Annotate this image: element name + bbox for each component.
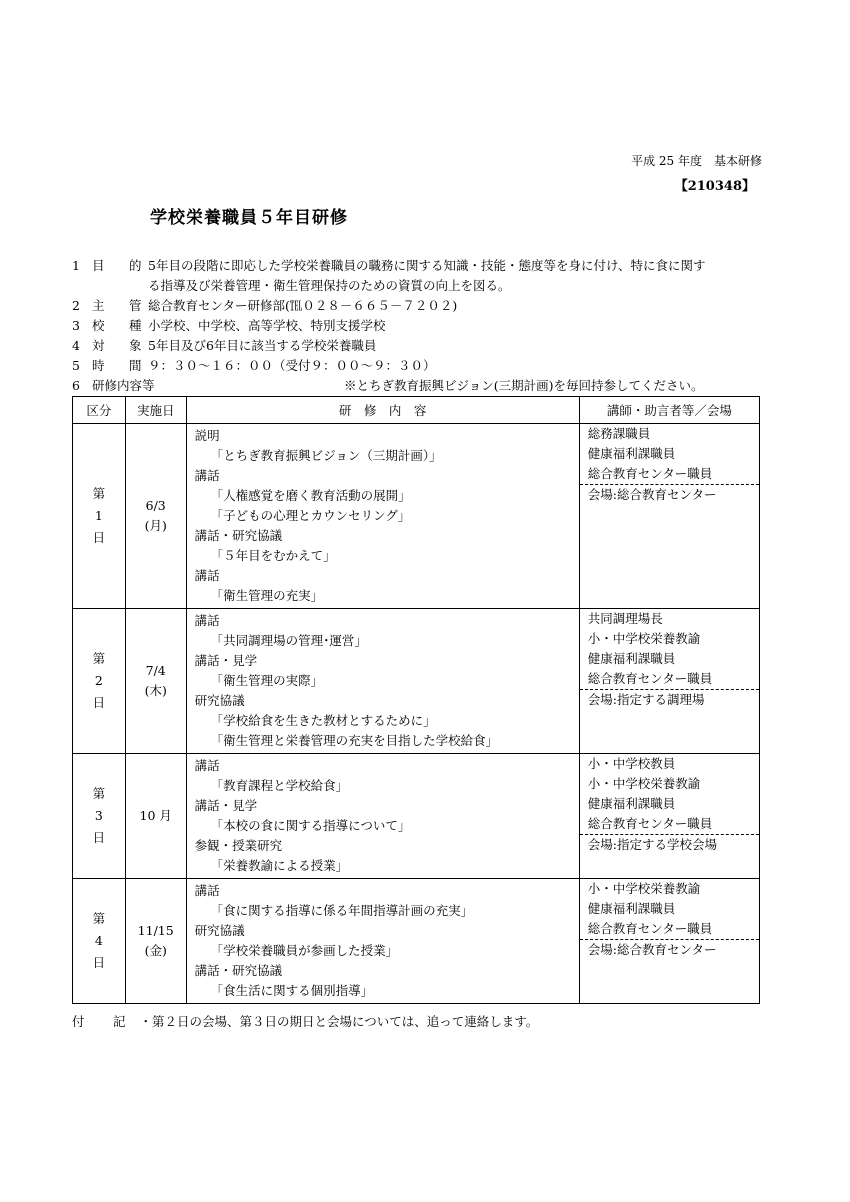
info-number: 2 xyxy=(72,298,80,313)
lecturer: 小・中学校栄養教諭 xyxy=(587,881,701,896)
info-number: 5 xyxy=(72,358,80,373)
venue: 会場:総合教育センター xyxy=(580,484,759,505)
day-date xyxy=(125,609,186,754)
table-header-row xyxy=(73,397,760,424)
header-lecturers: 講師・助言者等／会場 xyxy=(579,397,759,424)
info-label: 時 間 xyxy=(92,358,148,373)
day-category-char: 3 xyxy=(94,808,103,823)
session-topic: 「人権感覚を磨く教育活動の展開」 xyxy=(210,488,411,503)
day-category-char: 1 xyxy=(94,508,103,523)
session-topic: 「学校給食を生きた教材とするために」 xyxy=(210,713,436,728)
info-label: 目 的 xyxy=(92,258,148,273)
lecturer: 総合教育センター職員 xyxy=(587,921,713,936)
session-type: 講話 xyxy=(194,613,220,628)
session-type: 講話・研究協議 xyxy=(194,963,283,978)
session-type: 参観・授業研究 xyxy=(194,838,283,853)
lecturer: 健康福利課職員 xyxy=(587,901,676,916)
info-value: 小学校、中学校、高等学校、特別支援学校 xyxy=(148,318,386,333)
lecturer: 小・中学校教員 xyxy=(587,756,676,771)
fiscal-year-label: 平成 25 年度 基本研修 xyxy=(631,154,762,168)
info-value: 5年目の段階に即応した学校栄養職員の職務に関する知識・技能・態度等を身に付け、特に食に関す xyxy=(148,258,706,273)
session-type: 講話 xyxy=(194,883,220,898)
date-text: 11/15 xyxy=(137,923,174,938)
date-text: (木) xyxy=(144,683,167,698)
session-topic: 「衛生管理と栄養管理の充実を目指した学校給食」 xyxy=(210,733,499,748)
session-type: 講話 xyxy=(194,758,220,773)
lecturer: 総合教育センター職員 xyxy=(587,816,713,831)
session-topic: 「学校栄養職員が参画した授業」 xyxy=(210,943,399,958)
session-type: 講話・見学 xyxy=(194,798,258,813)
info-value: 総合教育センター研修部(℡０２８－６６５－７２０２) xyxy=(148,298,458,313)
document-title: 学校栄養職員５年目研修 xyxy=(150,208,348,228)
header-category: 区分 xyxy=(73,397,126,424)
venue: 会場:総合教育センター xyxy=(580,939,759,960)
lecturer: 小・中学校栄養教諭 xyxy=(587,776,701,791)
session-topic: 「食に関する指導に係る年間指導計画の充実」 xyxy=(210,903,474,918)
day-category-char: 2 xyxy=(94,673,103,688)
session-type: 研究協議 xyxy=(194,923,245,938)
day-date xyxy=(125,424,186,609)
session-topic: 「本校の食に関する指導について」 xyxy=(210,818,411,833)
day-category xyxy=(73,879,126,1004)
lecturers-venue xyxy=(579,609,759,754)
session-type: 講話 xyxy=(194,468,220,483)
info-organizer xyxy=(72,296,772,316)
info-label: 校 種 xyxy=(92,318,148,333)
info-number: 4 xyxy=(72,338,80,353)
info-school-types xyxy=(72,316,772,336)
session-type: 説明 xyxy=(194,428,220,443)
training-content xyxy=(186,424,579,609)
day-category-char: 第 xyxy=(92,786,106,801)
footnote xyxy=(72,1012,538,1030)
session-topic: 「食生活に関する個別指導」 xyxy=(210,983,374,998)
day-category-char: 日 xyxy=(92,530,106,545)
training-content xyxy=(186,879,579,1004)
lecturer: 総務課職員 xyxy=(587,426,651,441)
lecturers-venue xyxy=(579,754,759,879)
bring-vision-note: ※とちぎ教育振興ビジョン(三期計画)を毎回持参してください。 xyxy=(344,378,704,393)
venue: 会場:指定する調理場 xyxy=(580,689,759,710)
session-type: 研究協議 xyxy=(194,693,245,708)
schedule-table xyxy=(72,396,760,1004)
session-topic: 「子どもの心理とカウンセリング」 xyxy=(210,508,411,523)
info-value-continued: る指導及び栄養管理・衛生管理保持のための資質の向上を図る。 xyxy=(148,278,511,293)
table-row xyxy=(73,754,760,879)
session-topic: 「５年目をむかえて」 xyxy=(210,548,336,563)
header-date: 実施日 xyxy=(125,397,186,424)
day-date xyxy=(125,879,186,1004)
lecturer: 総合教育センター職員 xyxy=(587,466,713,481)
lecturer: 健康福利課職員 xyxy=(587,651,676,666)
day-category-char: 日 xyxy=(92,955,106,970)
day-category xyxy=(73,609,126,754)
lecturers-venue xyxy=(579,879,759,1004)
session-topic: 「栄養教諭による授業」 xyxy=(210,858,349,873)
info-number: 6 xyxy=(72,378,80,393)
lecturer: 共同調理場長 xyxy=(587,611,663,626)
training-code: 【210348】 xyxy=(674,179,755,194)
venue: 会場:指定する学校会場 xyxy=(580,834,759,855)
info-time xyxy=(72,356,772,376)
session-topic: 「とちぎ教育振興ビジョン（三期計画）」 xyxy=(210,448,442,463)
day-category-char: 第 xyxy=(92,651,106,666)
date-text: 7/4 xyxy=(145,663,166,678)
session-topic: 「衛生管理の充実」 xyxy=(210,588,324,603)
date-text: (金) xyxy=(144,943,167,958)
info-number: 3 xyxy=(72,318,80,333)
day-category-char: 第 xyxy=(92,486,106,501)
day-category-char: 第 xyxy=(92,911,106,926)
info-label: 研修内容等 xyxy=(92,378,155,393)
date-text: 10 月 xyxy=(139,808,172,823)
table-row xyxy=(73,424,760,609)
info-value: ９：３０～１６：００（受付９：００～９：３０） xyxy=(148,358,436,373)
training-content xyxy=(186,754,579,879)
day-category-char: 4 xyxy=(94,933,103,948)
session-type: 講話 xyxy=(194,568,220,583)
lecturer: 総合教育センター職員 xyxy=(587,671,713,686)
day-category-char: 日 xyxy=(92,830,106,845)
footnote-text: ・第２日の会場、第３日の期日と会場については、追って連絡します。 xyxy=(139,1014,539,1029)
session-topic: 「共同調理場の管理･運営」 xyxy=(210,633,367,648)
info-content-heading xyxy=(72,376,772,396)
lecturer: 健康福利課職員 xyxy=(587,796,676,811)
day-category-char: 日 xyxy=(92,695,106,710)
date-text: (月) xyxy=(144,518,167,533)
header-content: 研 修 内 容 xyxy=(186,397,579,424)
info-label: 主 管 xyxy=(92,298,148,313)
info-value: 5年目及び6年目に該当する学校栄養職員 xyxy=(148,338,377,353)
table-row xyxy=(73,879,760,1004)
lecturer: 健康福利課職員 xyxy=(587,446,676,461)
day-date xyxy=(125,754,186,879)
session-topic: 「教育課程と学校給食」 xyxy=(210,778,349,793)
session-topic: 「衛生管理の実際」 xyxy=(210,673,324,688)
day-category xyxy=(73,424,126,609)
session-type: 講話・研究協議 xyxy=(194,528,283,543)
info-number: 1 xyxy=(72,258,80,273)
session-type: 講話・見学 xyxy=(194,653,258,668)
training-content xyxy=(186,609,579,754)
date-text: 6/3 xyxy=(145,498,166,513)
info-label: 対 象 xyxy=(92,338,148,353)
lecturer: 小・中学校栄養教諭 xyxy=(587,631,701,646)
day-category xyxy=(73,754,126,879)
table-row xyxy=(73,609,760,754)
lecturers-venue xyxy=(579,424,759,609)
info-target xyxy=(72,336,772,356)
info-purpose xyxy=(72,256,772,296)
footnote-label: 付 記 xyxy=(72,1014,134,1029)
